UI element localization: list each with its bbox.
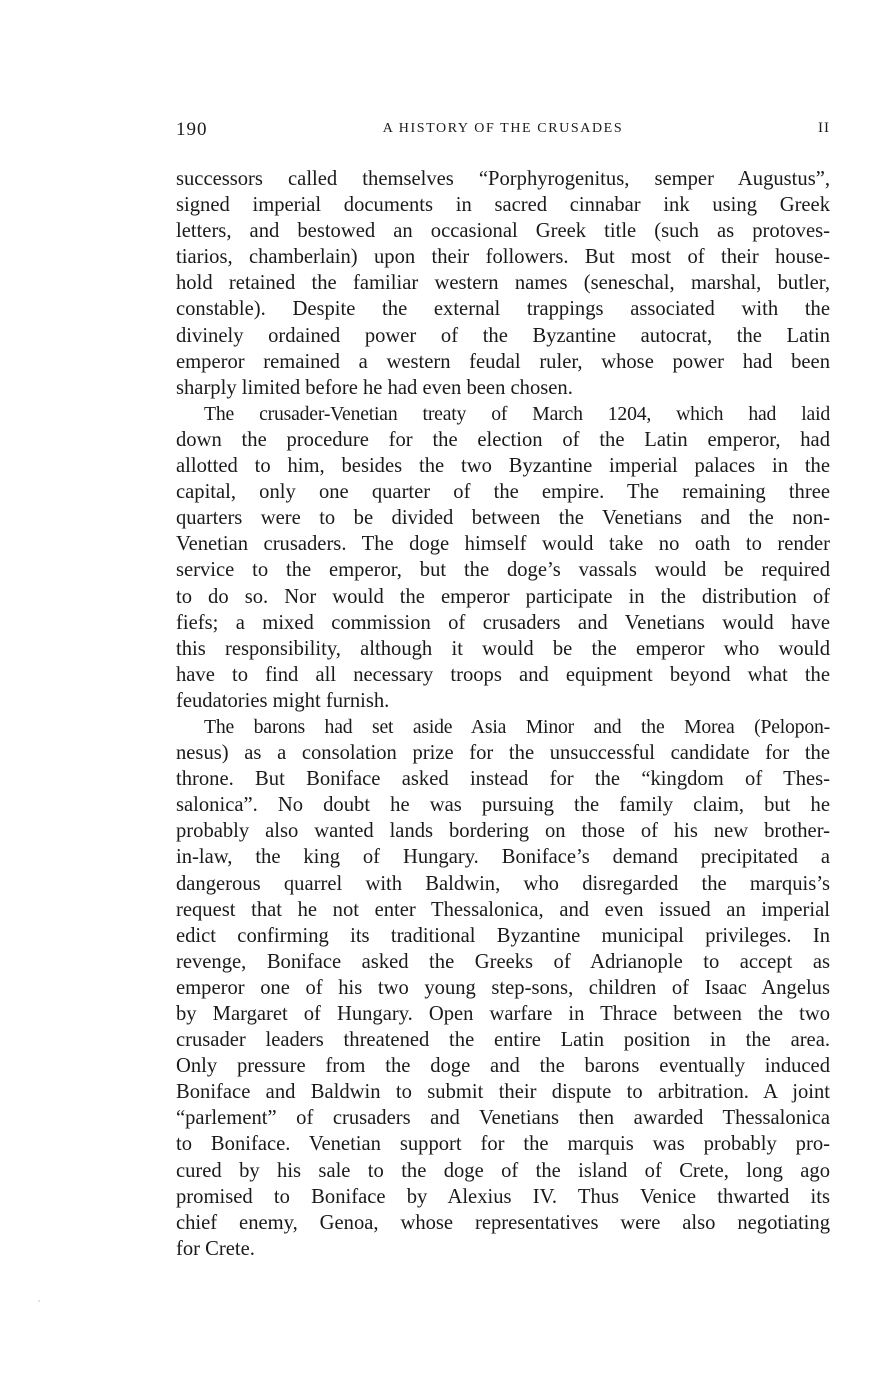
text-line: chief enemy, Genoa, whose representatives were also negotiating bbox=[176, 1211, 830, 1234]
text-line: have to find all necessary troops and equipment beyond what the bbox=[176, 663, 830, 686]
text-line: request that he not enter Thessalonica, and even issued an imperial bbox=[176, 898, 830, 921]
text-line: edict confirming its traditional Byzantine municipal privileges. In bbox=[176, 924, 830, 947]
text-line: emperor one of his two young step-sons, children of Isaac Angelus bbox=[176, 976, 830, 999]
text-line: nesus) as a consolation prize for the unsuccessful candidate for the bbox=[176, 742, 830, 765]
text-line: salonica”. No doubt he was pursuing the family claim, but he bbox=[176, 794, 830, 817]
page-number: 190 bbox=[176, 119, 208, 140]
text-line: constable). Despite the external trappings associated with the bbox=[176, 298, 830, 321]
text-line: Only pressure from the doge and the barons eventually induced bbox=[176, 1055, 830, 1078]
text-line: revenge, Boniface asked the Greeks of Adrianople to accept as bbox=[176, 950, 830, 973]
text-line: The crusader-Venetian treaty of March 1204, which had laid bbox=[204, 402, 830, 425]
text-line: divinely ordained power of the Byzantine autocrat, the Latin bbox=[176, 324, 830, 347]
text-line: probably also wanted lands bordering on those of his new brother- bbox=[176, 820, 830, 843]
text-line: successors called themselves “Porphyrogenitus, semper Augustus”, bbox=[176, 168, 830, 190]
text-line: hold retained the familiar western names (seneschal, marshal, butler, bbox=[176, 272, 830, 295]
text-line: feudatories might furnish. bbox=[176, 689, 390, 712]
text-line: to do so. Nor would the emperor participate in the distribution of bbox=[176, 585, 830, 608]
text-line: in-law, the king of Hungary. Boniface’s demand precipitated a bbox=[176, 846, 830, 869]
text-line: Boniface and Baldwin to submit their dispute to arbitration. A joint bbox=[176, 1081, 830, 1104]
text-line: this responsibility, although it would be the emperor who would bbox=[176, 637, 830, 660]
margin-speck bbox=[38, 1300, 40, 1302]
text-line: service to the emperor, but the doge’s vassals would be required bbox=[176, 559, 830, 582]
text-line: promised to Boniface by Alexius IV. Thus Venice thwarted its bbox=[176, 1185, 830, 1208]
text-line: emperor remained a western feudal ruler, whose power had been bbox=[176, 350, 830, 373]
text-line: cured by his sale to the doge of the island of Crete, long ago bbox=[176, 1159, 830, 1182]
text-line: Venetian crusaders. The doge himself would take no oath to render bbox=[176, 533, 830, 556]
text-line: letters, and bestowed an occasional Greek title (such as protoves- bbox=[176, 220, 830, 243]
text-line: down the procedure for the election of the Latin emperor, had bbox=[176, 428, 830, 451]
text-line: throne. But Boniface asked instead for the “kingdom of Thes- bbox=[176, 768, 830, 791]
text-line: to Boniface. Venetian support for the marquis was probably pro- bbox=[176, 1133, 830, 1156]
text-line: tiarios, chamberlain) upon their followers. But most of their house- bbox=[176, 246, 830, 269]
running-head bbox=[176, 119, 830, 141]
text-line: for Crete. bbox=[176, 1237, 255, 1260]
text-line: dangerous quarrel with Baldwin, who disregarded the marquis’s bbox=[176, 872, 830, 895]
text-line: sharply limited before he had even been chosen. bbox=[176, 376, 573, 399]
text-line: fiefs; a mixed commission of crusaders and Venetians would have bbox=[176, 611, 830, 634]
body-text bbox=[176, 166, 830, 1262]
text-line: crusader leaders threatened the entire Latin position in the area. bbox=[176, 1029, 830, 1052]
text-line: allotted to him, besides the two Byzantine imperial palaces in the bbox=[176, 455, 830, 478]
paragraph-3 bbox=[176, 714, 830, 1262]
text-line: by Margaret of Hungary. Open warfare in Thrace between the two bbox=[176, 1003, 830, 1025]
paragraph-2 bbox=[176, 401, 830, 714]
volume-number: II bbox=[818, 120, 830, 136]
text-line: signed imperial documents in sacred cinnabar ink using Greek bbox=[176, 194, 830, 217]
text-line: “parlement” of crusaders and Venetians then awarded Thessalonica bbox=[176, 1107, 830, 1130]
text-line: The barons had set aside Asia Minor and the Morea (Pelopon- bbox=[204, 715, 830, 738]
book-title: A HISTORY OF THE CRUSADES bbox=[382, 121, 624, 136]
paragraph-1 bbox=[176, 166, 830, 401]
text-line: capital, only one quarter of the empire. The remaining three bbox=[176, 481, 830, 504]
text-line: quarters were to be divided between the Venetians and the non- bbox=[176, 507, 830, 530]
